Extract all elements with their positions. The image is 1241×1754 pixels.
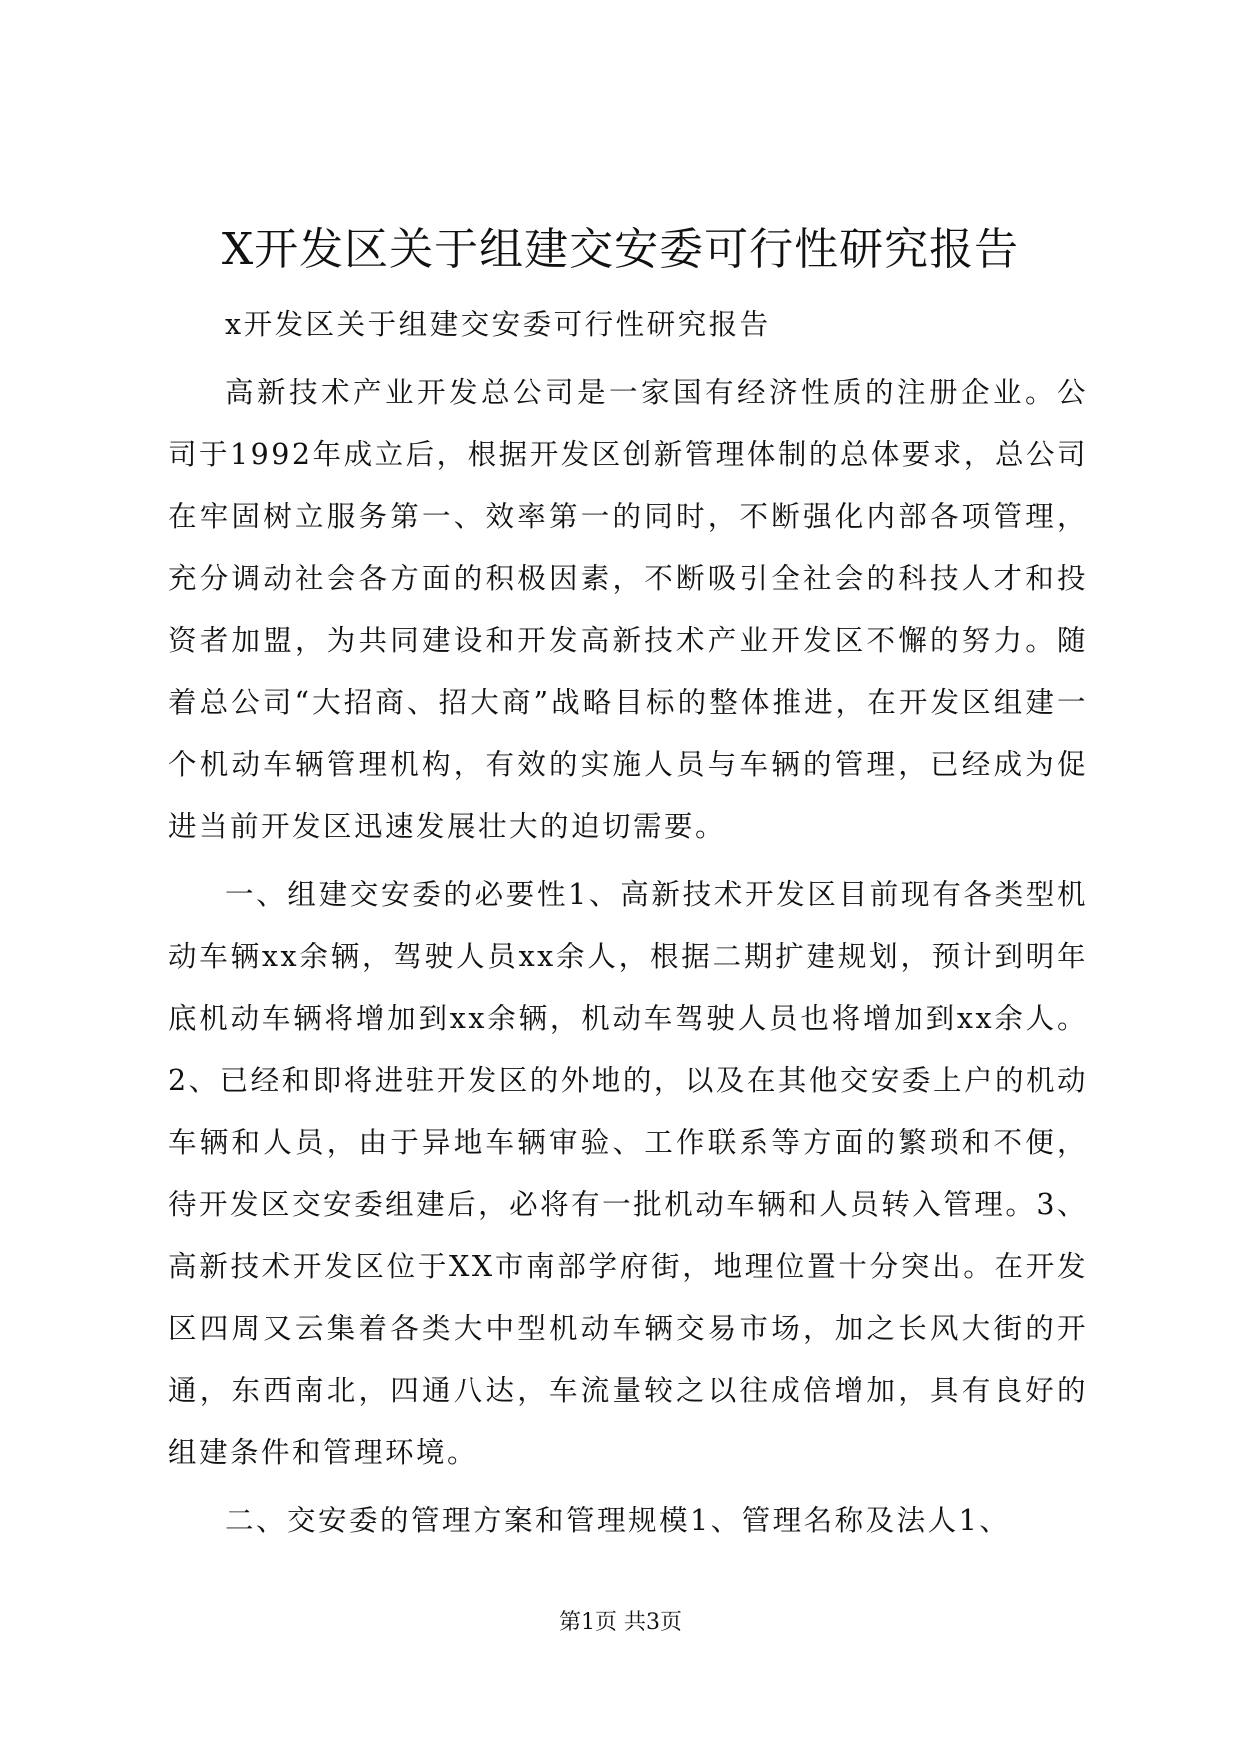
subtitle-paragraph: x开发区关于组建交安委可行性研究报告: [225, 308, 771, 341]
section-one-paragraph: 一、组建交安委的必要性1、高新技术开发区目前现有各类型机动车辆xx余辆，驾驶人员xx余人，根据二期扩建规划，预计到明年底机动车辆将增加到xx余辆，机动车驾驶人员也将增加到xx余人。2、已经和即将进驻开发区的外地的，以及在其他交安委上户的机动车辆和人员，由于异地车辆审验、工作联系等方面的繁琐和不便，待开发区交安委组建后，必将有一批机动车辆和人员转入管理。3、高新技术开发区位于XX市南部学府街，地理位置十分突出。在开发区四周又云集着各类大中型机动车辆交易市场，加之长风大街的开通，东西南北，四通八达，车流量较之以往成倍增加，具有良好的组建条件和管理环境。: [168, 878, 1088, 1469]
intro-paragraph: 高新技术产业开发总公司是一家国有经济性质的注册企业。公司于1992年成立后，根据开发区创新管理体制的总体要求，总公司在牢固树立服务第一、效率第一的同时，不断强化内部各项管理，充分调动社会各方面的积极因素，不断吸引全社会的科技人才和投资者加盟，为共同建设和开发高新技术产业开发区不懈的努力。随着总公司“大招商、招大商”战略目标的整体推进，在开发区组建一个机动车辆管理机构，有效的实施人员与车辆的管理，已经成为促进当前开发区迅速发展壮大的迫切需要。: [168, 376, 1088, 843]
page-indicator: 第1页 共3页: [559, 1610, 682, 1635]
section-two-paragraph: 二、交安委的管理方案和管理规模1、管理名称及法人1、: [225, 1504, 1011, 1537]
document-title: X开发区关于组建交安委可行性研究报告: [221, 224, 1020, 275]
document-body: [168, 294, 1088, 1552]
